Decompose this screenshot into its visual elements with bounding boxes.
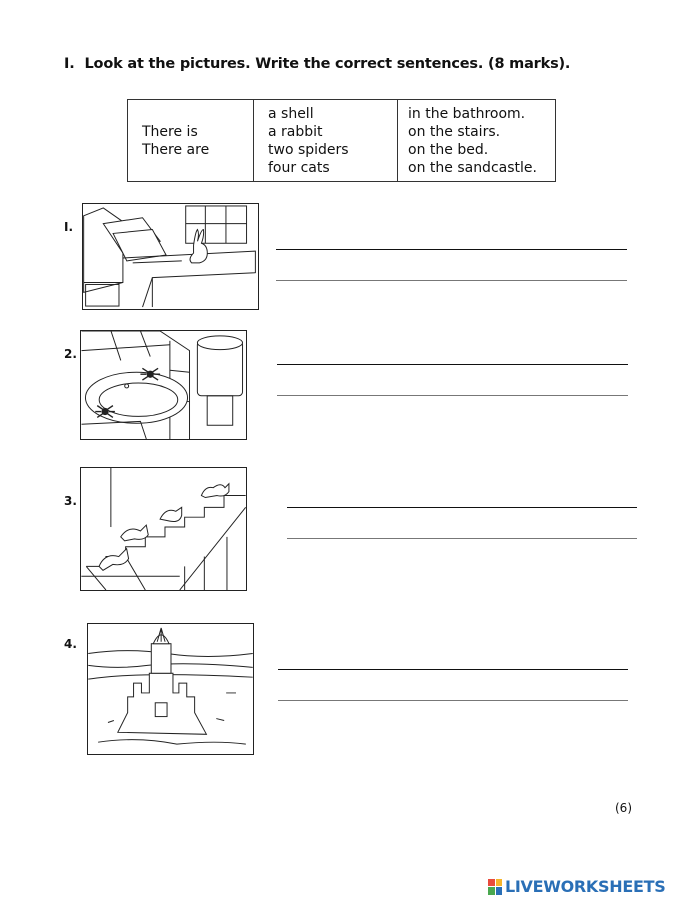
word-table-col-place	[398, 100, 556, 182]
word-a-rabbit: a rabbit	[268, 123, 323, 140]
word-table-col-subject	[128, 100, 254, 182]
question-2-picture	[80, 330, 247, 440]
liveworksheets-brand[interactable]	[488, 877, 665, 896]
word-four-cats: four cats	[268, 159, 330, 176]
question-1-guide-line	[276, 280, 627, 281]
word-in-the-bathroom: in the bathroom.	[408, 105, 526, 122]
question-2-guide-line	[277, 395, 628, 396]
question-1-number: I.	[64, 220, 74, 234]
cats-on-stairs-illustration	[81, 468, 246, 590]
question-3-picture	[80, 467, 247, 591]
question-3-guide-line	[287, 538, 637, 539]
liveworksheets-logo-icon	[488, 879, 502, 895]
marks-total: (6)	[615, 801, 632, 815]
question-2-number: 2.	[64, 347, 77, 361]
brand-name: LIVEWORKSHEETS	[505, 877, 666, 896]
question-2-answer-line[interactable]	[277, 364, 628, 365]
question-1-answer-input[interactable]	[276, 228, 631, 250]
question-2-answer-input[interactable]	[277, 343, 632, 365]
question-4-guide-line	[278, 700, 628, 701]
question-4-answer-line[interactable]	[278, 669, 628, 670]
word-a-shell: a shell	[268, 105, 314, 122]
section-instructions: Look at the pictures. Write the correct sentences. (8 marks).	[84, 56, 571, 72]
question-4-number: 4.	[64, 637, 77, 651]
spiders-in-sink-illustration	[81, 331, 246, 439]
word-there-are: There are	[142, 141, 210, 158]
section-number: I.	[64, 56, 75, 72]
word-two-spiders: two spiders	[268, 141, 349, 158]
question-4-picture	[87, 623, 254, 755]
rabbit-on-bed-illustration	[83, 204, 258, 309]
section-heading	[64, 56, 570, 72]
word-on-the-bed: on the bed.	[408, 141, 489, 158]
question-1-picture	[82, 203, 259, 310]
word-on-the-stairs: on the stairs.	[408, 123, 501, 140]
shell-on-sandcastle-illustration	[88, 624, 253, 754]
question-3-number: 3.	[64, 494, 77, 508]
question-1-answer-line[interactable]	[276, 249, 627, 250]
word-table-col-object	[254, 100, 398, 182]
question-3-answer-line[interactable]	[287, 507, 637, 508]
word-there-is: There is	[142, 123, 198, 140]
question-3-answer-input[interactable]	[287, 486, 641, 508]
word-on-the-sandcastle: on the sandcastle.	[408, 159, 537, 176]
question-4-answer-input[interactable]	[278, 648, 632, 670]
word-table	[127, 99, 556, 182]
